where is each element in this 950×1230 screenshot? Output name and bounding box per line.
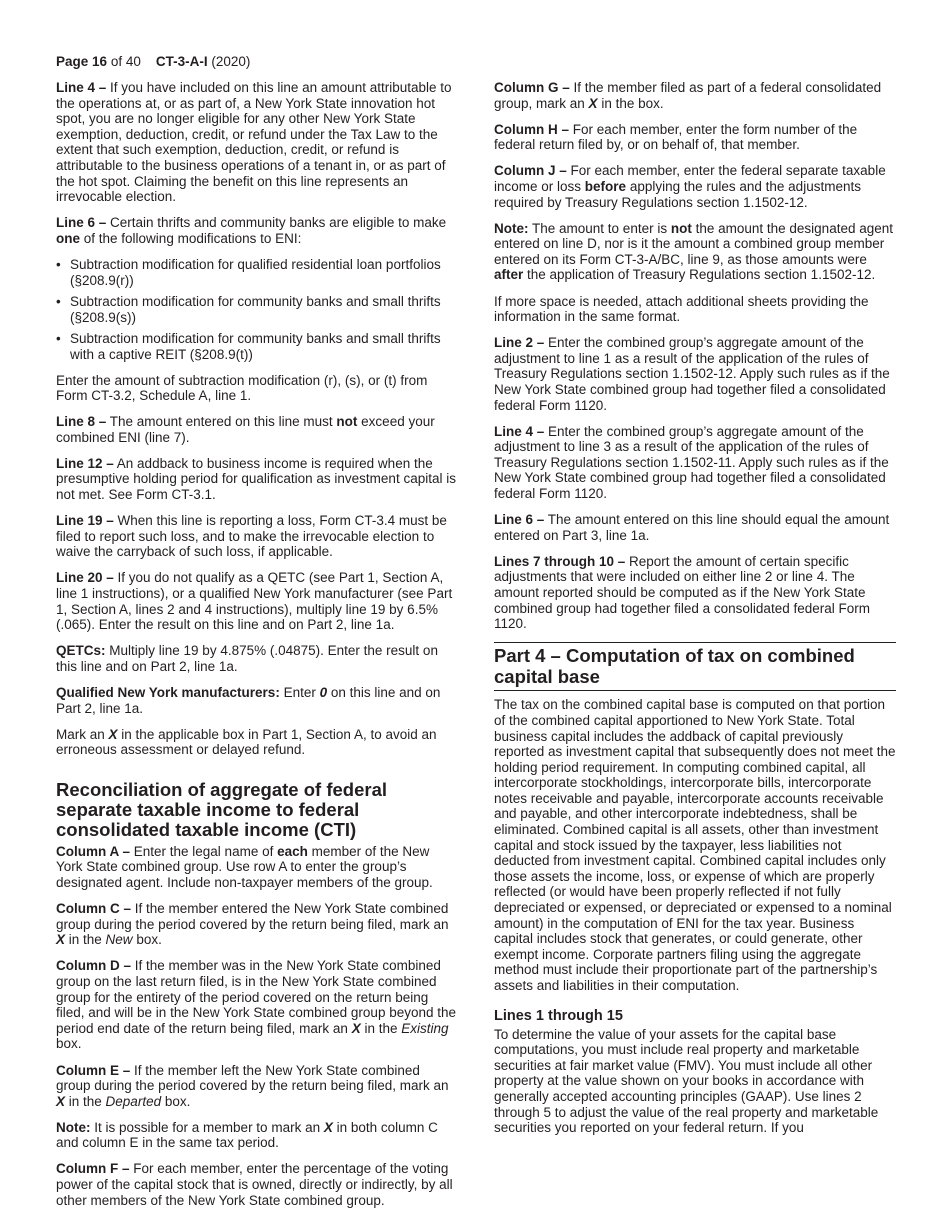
column-d-instruction: Column D – If the member was in the New York State combined group on the last return filed, is in the New York State combined group for the entirety of the period covered on the return being filed, and will be in the New York State combined group beyond the period end date of the return being filed, mark an X in the Existing box. [56,958,457,1052]
left-column [56,80,458,1219]
right-column [494,80,896,1146]
column-e-instruction: Column E – If the member left the New York State combined group during the period covered by the return being filed, mark an X in the Departed box. [56,1062,449,1109]
qetcs-instruction: QETCs: Multiply line 19 by 4.875% (.04875). Enter the result on this line and on Part 2, line 1a. [56,643,438,674]
modification-list [56,257,458,363]
page-number: Page 16 [56,54,108,69]
column-g-instruction: Column G – If the member filed as part of a federal consolidated group, mark an X in the box. [494,80,882,111]
form-number: CT-3-A-I [155,54,208,69]
line4-combined-instruction: Line 4 – Enter the combined group’s aggregate amount of the adjustment to line 3 as a result of the application of the rules of Treasury Regulations section 1.1502-11. Apply such rules as if the New York State combined group had together filed a consolidated federal Form 1120. [494,423,889,502]
note-column-j: Note: The amount to enter is not the amount the designated agent entered on line D, nor is it the amount a combined group member entered on its Form CT-3-A/BC, line 9, as those amounts were after the application of Treasury Regulations section 1.1502-12. [494,220,893,283]
column-j-instruction: Column J – For each member, enter the federal separate taxable income or loss before applying the rules and the adjustments required by Treasury Regulations section 1.1502-12. [494,163,886,210]
mark-x-instruction: Mark an X in the applicable box in Part 1, Section A, to avoid an erroneous assessment or delayed refund. [56,726,437,758]
list-item: • Subtraction modification for community banks and small thrifts (§208.9(s)) [56,294,458,325]
line2-instruction: Line 2 – Enter the combined group’s aggregate amount of the adjustment to line 1 as a result of the application of the rules of Treasury Regulations section 1.1502-12. Apply such rules as if the New York State combined group had together filed a consolidated federal Form 1120. [494,335,890,413]
column-f-instruction: Column F – For each member, enter the percentage of the voting power of the capital stock that is owned, directly or indirectly, by all other members of the New York State combined group. [56,1161,453,1208]
column-c-instruction: Column C – If the member entered the New York State combined group during the period covered by the return being filed, mark an X in the New box. [56,901,449,948]
part4-heading: Part 4 – Computation of tax on combined capital base [494,642,896,691]
line12-instruction: Line 12 – An addback to business income is required when the presumptive holding period for qualification as investment capital is not met. See Form CT-3.1. [56,455,456,503]
line8-instruction: Line 8 – The amount entered on this line must not exceed your combined ENI (line 7). [56,414,435,445]
lines-1-15-text: To determine the value of your assets for the capital base computations, you must include real property and marketable securities at fair market value (FMV). You must include all other property at the value shown on your books in accordance with generally accepted accounting principles (GAAP). Use lines 2 through 5 to adjust the value of the real property and marketable securities you reported on your federal return. If you [494,1026,879,1136]
column-h-instruction: Column H – For each member, enter the form number of the federal return filed by, or on behalf of, that member. [494,121,858,153]
line19-instruction: Line 19 – When this line is reporting a loss, Form CT-3.4 must be filed to report such loss, and to make the irrevocable election to waive the carryback of such loss, if applicable. [56,513,447,560]
page-total: of 40 [110,54,141,69]
lines-7-10-instruction: Lines 7 through 10 – Report the amount of certain specific adjustments that were included on either line 2 or line 4. The amount reported should be computed as if the New York State combined group had together filed a consolidated federal Form 1120. [494,553,870,632]
line6-instruction: Line 6 – Certain thrifts and community banks are eligible to make one of the following modifications to ENI: [56,215,447,246]
reconciliation-heading: Reconciliation of aggregate of federal separate taxable income to federal consolidated taxable income (CTI) [56,778,388,840]
part4-text: The tax on the combined capital base is computed on that portion of the combined capital apportioned to New York State. Total business capital includes the addback of capital previously reported as investment capital that subsequently does not meet the holding period requirement. In computing combined capital, all intercorporate stockholdings, intercorporate bills, intercorporate notes receivable and payable, intercorporate accounts receivable and payable, and other intercorporate indebtedness, shall be eliminated. Combined capital is all assets, other than investment capital and stock issued by the taxpayer, less liabilities not deducted from investment capital. Combined capital includes only those assets the income, loss, or expense of which are properly reflected (or would have been properly reflected if not fully depreciated or expensed, or depreciated or expensed to a nominal amount) in the computation of ENI for the tax year. Business capital includes stock that generates, or could generate, other exempt income. Corporate partners filing using the aggregate method must include their proportionate part of the partnership’s assets and liabilities in their computation. [494,697,896,993]
line6-combined-instruction: Line 6 – The amount entered on this line should equal the amount entered on Part 3, line 1a. [494,512,890,543]
list-item: • Subtraction modification for qualified residential loan portfolios (§208.9(r)) [56,257,458,288]
enter-amount-text: Enter the amount of subtraction modification (r), (s), or (t) from Form CT-3.2, Schedule A, line 1. [56,372,428,404]
list-item: • Subtraction modification for community banks and small thrifts with a captive REIT (§208.9(t)) [56,331,458,362]
line4-instruction: Line 4 – If you have included on this line an amount attributable to the operations at, or as part of, a New York State innovation hot spot, you are no longer eligible for any other New York State exemption, deduction, credit, or refund under the Tax Law to the extent that such exemption, deduction, credit, or refund is attributable to the business operations of a tenant in, or as part of the hot spot. Claiming the benefit on this line represents an irrevocable election. [56,80,452,205]
note-columns-c-e: Note: It is possible for a member to mark an X in both column C and column E in the same tax period. [56,1119,438,1151]
form-year: (2020) [211,54,251,69]
line20-instruction: Line 20 – If you do not qualify as a QETC (see Part 1, Section A, line 1 instructions), or a qualified New York manufacturer (see Part 1, Section A, lines 2 and 4 instructions), multiply line 19 by 6.5% (.065). Enter the result on this line and on Part 2, line 1a. [56,570,453,633]
page-header [56,54,250,70]
more-space-text: If more space is needed, attach additional sheets providing the information in the same format. [494,293,869,325]
column-a-instruction: Column A – Enter the legal name of each member of the New York State combined group. Use row A to enter the group’s designated agent. Include non-taxpayer members of the group. [56,843,433,891]
qny-manufacturers-instruction: Qualified New York manufacturers: Enter 0 on this line and on Part 2, line 1a. [56,685,441,716]
lines-1-15-heading: Lines 1 through 15 [494,1007,623,1024]
